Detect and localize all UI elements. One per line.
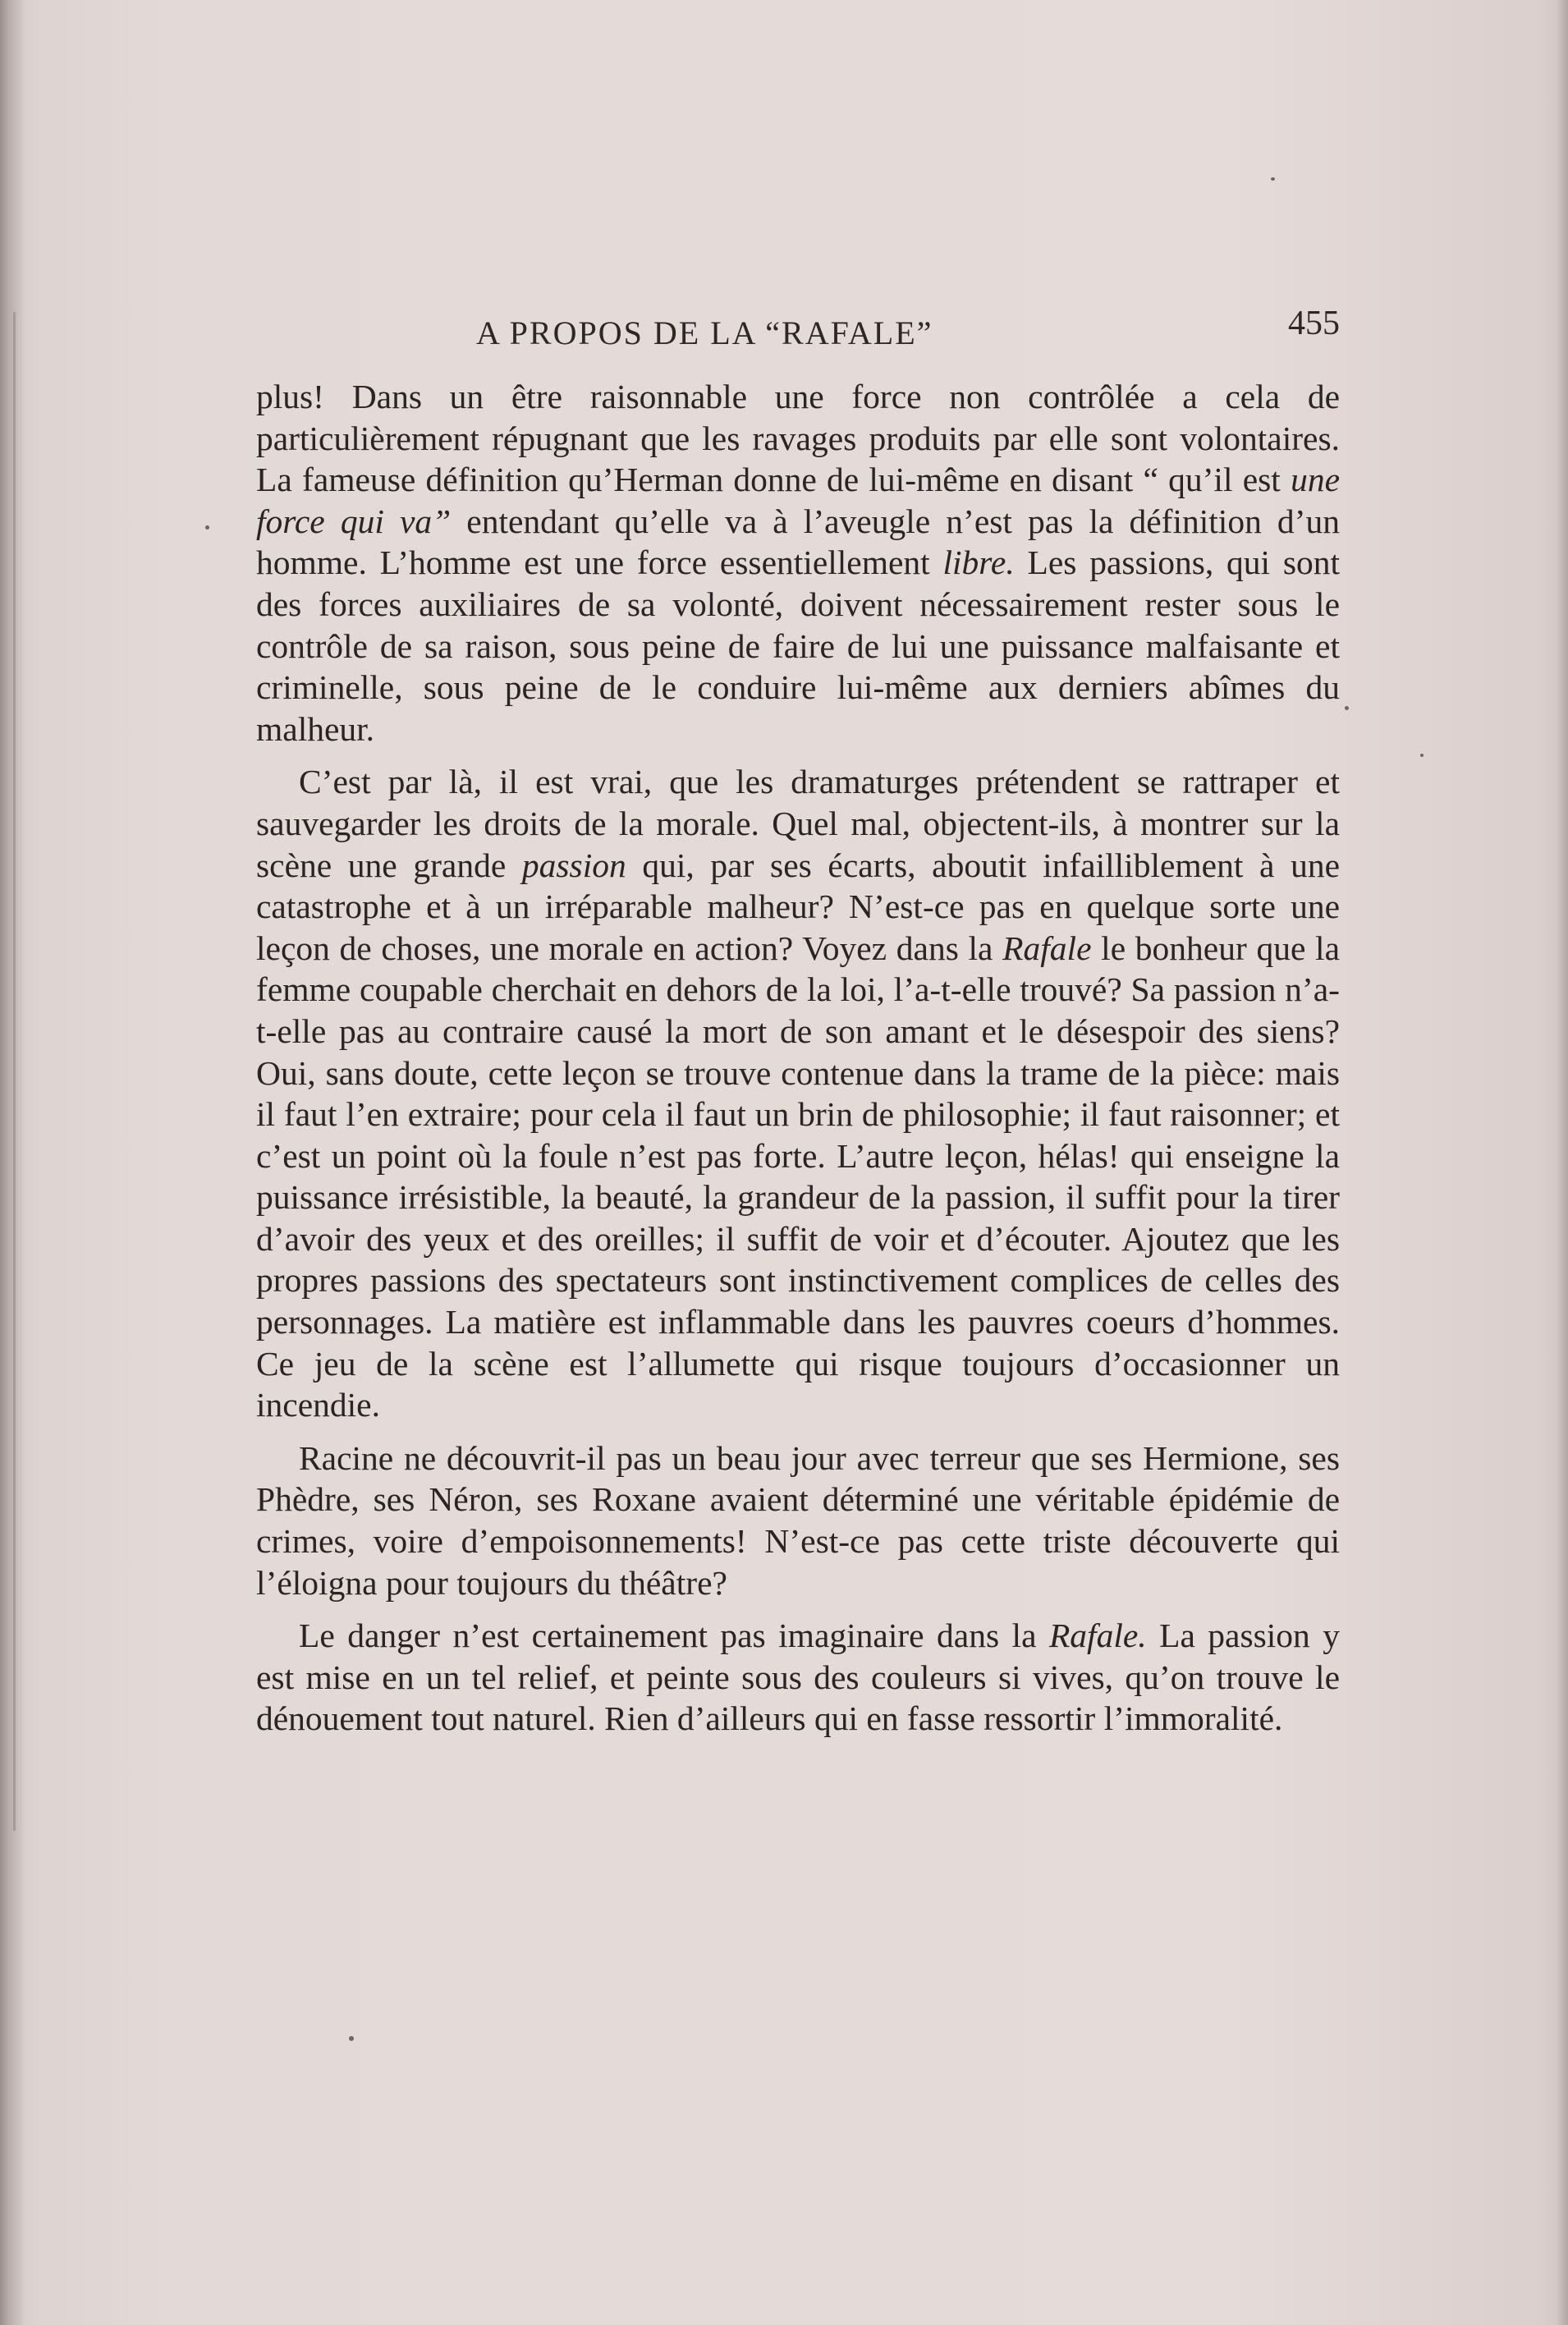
binding-crease <box>13 312 16 1831</box>
italic-text: libre. <box>942 543 1015 582</box>
text-run: Les passions, qui sont des forces auxiliaires de sa volonté, doivent nécessairement rester sous le contrôle de sa raison, sous peine de faire de lui une puissance malfaisante et criminelle, sous peine de le conduire lui-même aux derniers abîmes du malheur. <box>256 543 1340 748</box>
text-run: Racine ne découvrit-il pas un beau jour avec terreur que ses Hermione, ses Phèdre, ses Néron, ses Roxane avaient déterminé une véritable épidémie de crimes, voire d’empoisonnements! N’est-ce pas cette triste découverte qui l’éloigna pour toujours du théâtre? <box>256 1438 1340 1602</box>
paper-speck <box>1271 177 1275 181</box>
text-run: La passion y est mise en un tel relief, et peinte sous des couleurs si vives, qu’on trouve le dénouement tout naturel. Rien d’ailleurs qui en fasse ressortir l’immoralité. <box>256 1616 1340 1738</box>
text-run: Le danger n’est certainement pas imaginaire dans la <box>299 1616 1049 1655</box>
paper-speck <box>349 2036 354 2041</box>
page-number: 455 <box>1288 305 1340 342</box>
text-run: le bonheur que la femme coupable cherchait en dehors de la loi, l’a-t-elle trouvé? Sa passion n’a-t-elle pas au contraire causé la mort de son amant et le désespoir des siens? Oui, sans doute, cette leçon se trouve contenue dans la trame de la pièce: mais il faut l’en extraire; pour cela il faut un brin de philosophie; il faut raisonner; et c’est un point où la foule n’est pas forte. L’autre leçon, hélas! qui enseigne la puissance irrésistible, la beauté, la grandeur de la passion, il suffit pour la tirer d’avoir des yeux et des oreilles; il suffit de voir et d’écouter. Ajoutez que les propres passions des spectateurs sont instinctivement complices de celles des personnages. La matière est inflammable dans les pauvres coeurs d’hommes. Ce jeu de la scène est l’allumette qui risque toujours d’occasionner un incendie. <box>256 929 1341 1424</box>
paper-speck <box>1345 706 1349 710</box>
italic-text: Rafale. <box>1048 1616 1147 1655</box>
paragraph-2 <box>256 761 1340 1426</box>
paragraph-3 <box>256 1438 1340 1603</box>
page-edge-shadow <box>1557 0 1568 2325</box>
italic-text: Rafale <box>1002 929 1092 967</box>
text-run: qui, par ses écarts, aboutit infailliblement à une catastrophe et à un irréparable malheur? N’est-ce pas en quelque sorte une leçon de choses, une morale en action? Voyez dans la <box>256 846 1340 967</box>
italic-text: passion <box>521 846 626 884</box>
paper-speck <box>205 525 209 530</box>
body-text <box>256 376 1340 1740</box>
paper-speck <box>1420 754 1424 757</box>
paragraph-4 <box>256 1615 1340 1740</box>
text-run: C’est par là, il est vrai, que les dramaturges prétendent se rattraper et sauvegarder les droits de la morale. Quel mal, objectent-ils, à montrer sur la scène une grande <box>256 763 1340 884</box>
paragraph-1 <box>256 376 1340 750</box>
book-binding-shadow <box>0 0 25 2325</box>
italic-text: une force qui va” <box>256 461 1340 540</box>
running-head <box>256 296 1340 353</box>
text-run: entendant qu’elle va à l’aveugle n’est pas la définition d’un homme. L’homme est une force essentiellement <box>256 502 1340 582</box>
text-run: plus! Dans un être raisonnable une force non contrôlée a cela de particulièrement répugnant que les ravages produits par elle sont volontaires. La fameuse définition qu’Herman donne de lui-même en disant “ qu’il est <box>256 378 1340 499</box>
running-title: A PROPOS DE LA “RAFALE” <box>476 314 933 351</box>
book-page <box>256 296 1340 1740</box>
